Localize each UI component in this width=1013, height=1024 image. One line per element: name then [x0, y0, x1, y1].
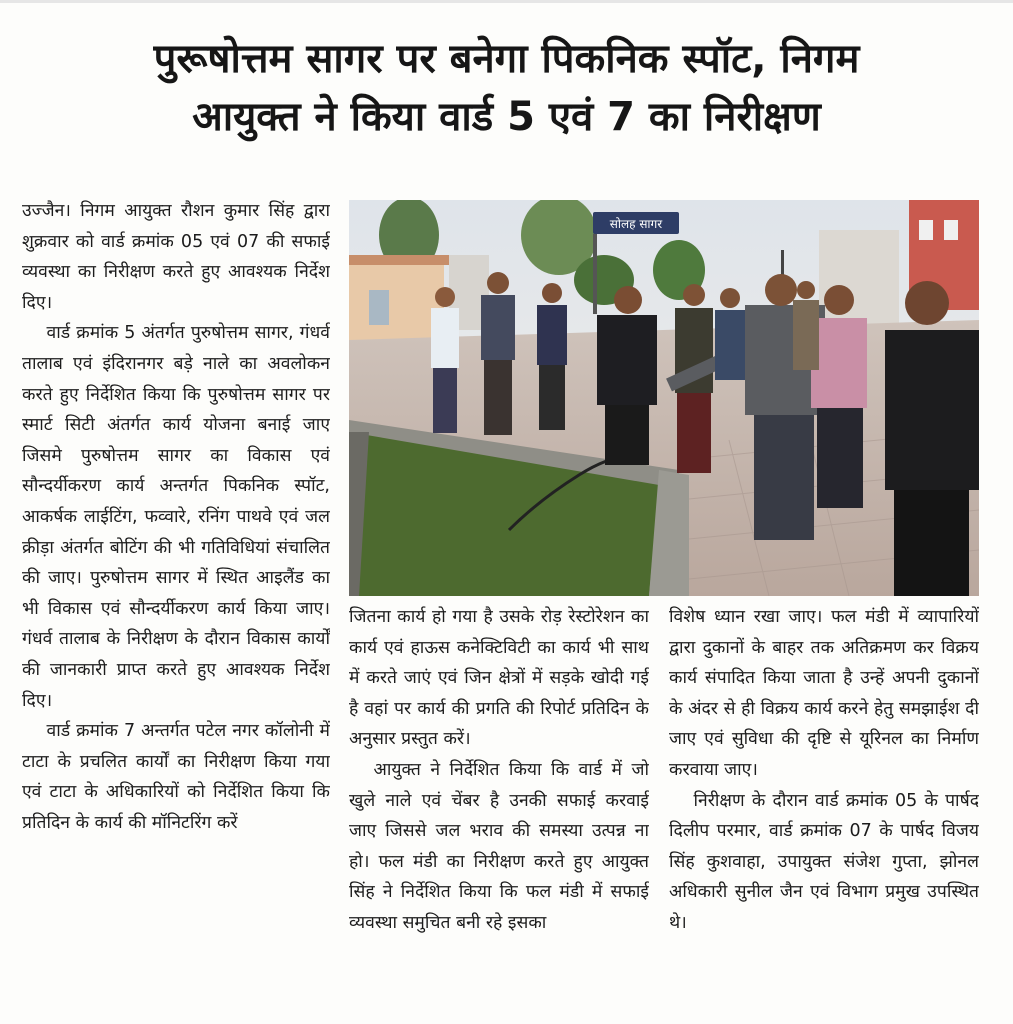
paragraph: निरीक्षण के दौरान वार्ड क्रमांक 05 के पार्षद दिलीप परमार, वार्ड क्रमांक 07 के पार्षद विजय सिंह कुशवाहा, उपायुक्त संजेश गुप्ता, झोनल अधिकारी सुनील जैन एवं विभाग प्रमुख उपस्थित थे। [669, 790, 979, 933]
paragraph: उज्जैन। निगम आयुक्त रौशन कुमार सिंह द्वारा शुक्रवार को वार्ड क्रमांक 05 एवं 07 की सफाई व्यवस्था का निरीक्षण करते हुए आवश्यक निर्देश दिए। [22, 201, 330, 313]
signboard-text: सोलह सागर [609, 217, 663, 231]
article-column-1 [22, 196, 330, 1016]
headline [0, 30, 1013, 146]
article-column-3 [669, 602, 979, 1016]
news-photo [349, 200, 979, 596]
paragraph: वार्ड क्रमांक 7 अन्तर्गत पटेल नगर कॉलोनी में टाटा के प्रचलित कार्यों का निरीक्षण किया गया एवं टाटा के अधिकारियों को निर्देशित किया कि प्रतिदिन के कार्य की मॉनिटरिंग करें [22, 721, 330, 833]
article-column-2 [349, 602, 649, 1016]
paragraph: आयुक्त ने निर्देशित किया कि वार्ड में जो खुले नाले एवं चेंबर है उनकी सफाई करवाई जाए जिससे जल भराव की समस्या उत्पन्न ना हो। फल मंडी का निरीक्षण करते हुए आयुक्त सिंह ने निर्देशित किया कि फल मंडी में सफाई व्यवस्था समुचित बनी रहे इसका [349, 759, 649, 933]
paragraph: विशेष ध्यान रखा जाए। फल मंडी में व्यापारियों द्वारा दुकानों के बाहर तक अतिक्रमण कर विक्रय कार्य संपादित किया जाता है उन्हें अपनी दुकानों के अंदर से ही विक्रय कार्य करने हेतु समझाईश दी जाए एवं सुविधा की दृष्टि से यूरिनल का निर्माण करवाया जाए। [669, 607, 979, 780]
top-border [0, 0, 1013, 3]
paragraph: जितना कार्य हो गया है उसके रोड़ रेस्टोरेशन का कार्य एवं हाऊस कनेक्टिविटी का कार्य भी साथ में करते जाएं एवं जिन क्षेत्रों में सड़के खोदी गई है वहां पर कार्य की प्रगति की रिपोर्ट प्रतिदिन के अनुसार प्रस्तुत करें। [349, 607, 649, 750]
paragraph: वार्ड क्रमांक 5 अंतर्गत पुरुषोत्तम सागर, गंधर्व तालाब एवं इंदिरानगर बड़े नाले का अवलोकन करते हुए निर्देशित किया कि पुरुषोत्तम सागर पर स्मार्ट सिटी अंतर्गत कार्य योजना बनाई जाए जिसमे पुरुषोत्तम सागर का विकास एवं सौन्दर्यीकरण कार्य अन्तर्गत पिकनिक स्पॉट, आकर्षक लाईटिंग, फव्वारे, रनिंग पाथवे एवं जल क्रीड़ा अंतर्गत बोटिंग की भी गतिविधियां संचालित की जाए। पुरुषोत्तम सागर में स्थित आइलैंड का भी विकास एवं सौन्दर्यीकरण कार्य किया जाए। गंधर्व तालाब के निरीक्षण के दौरान विकास कार्यों की जानकारी प्राप्त करते हुए आवश्यक निर्देश दिए। [22, 323, 330, 711]
headline-line-2: आयुक्त ने किया वार्ड 5 एवं 7 का निरीक्षण [192, 94, 821, 140]
headline-line-1: पुरूषोत्तम सागर पर बनेगा पिकनिक स्पॉट, निगम [153, 36, 860, 82]
